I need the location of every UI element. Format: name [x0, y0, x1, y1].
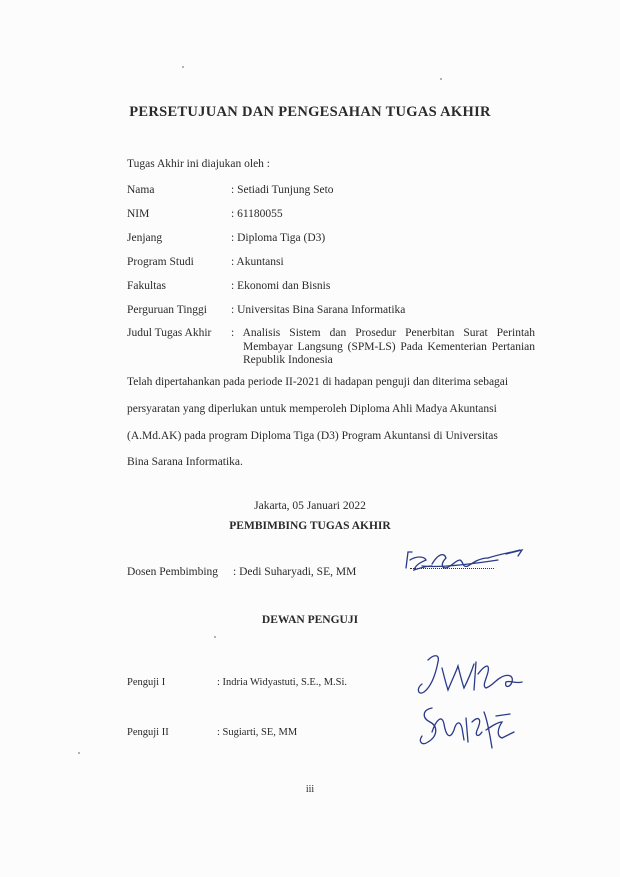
examiner-1-label: Penguji I [127, 677, 166, 688]
examiner-1-signature [416, 652, 526, 698]
field-value: : Analisis Sistem dan Prosedur Penerbitan Surat Perintah Membayar Langsung (SPM-LS) Pada Kementerian Pertanian Republik Indonesia [231, 327, 535, 366]
place-date: Jakarta, 05 Januari 2022 [254, 500, 366, 512]
intro-text: Tugas Akhir ini diajukan oleh : [127, 158, 271, 170]
examiner-1-name: : Indria Widyastuti, S.E., M.Si. [217, 677, 348, 688]
scan-speck [78, 752, 80, 754]
field-value: : Universitas Bina Sarana Informatika [231, 304, 406, 316]
examiners-heading: DEWAN PENGUJI [261, 614, 359, 626]
supervisor-name-cell [233, 566, 356, 578]
examiner-2-label: Penguji II [127, 727, 169, 738]
field-value: : 61180055 [231, 208, 283, 220]
scan-speck [182, 66, 184, 68]
supervisor-signature [402, 548, 532, 578]
field-value: : Diploma Tiga (D3) [231, 232, 326, 244]
supervisor-label: Dosen Pembimbing [127, 566, 219, 578]
supervisor-row [127, 566, 218, 578]
examiner-2-signature [418, 702, 518, 756]
paragraph-line: (A.Md.AK) pada program Diploma Tiga (D3) Program Akuntansi di Universitas [127, 430, 498, 442]
field-value: : Akuntansi [231, 256, 284, 268]
examiner-2-name: : Sugiarti, SE, MM [217, 727, 298, 738]
field-value: : Ekonomi dan Bisnis [231, 280, 331, 292]
page-title: PERSETUJUAN DAN PENGESAHAN TUGAS AKHIR [129, 104, 491, 120]
paragraph-line: persyaratan yang diperlukan untuk memperoleh Diploma Ahli Madya Akuntansi [127, 403, 497, 415]
field-label: Program Studi [127, 256, 194, 268]
scan-speck [214, 636, 216, 638]
scan-speck [440, 78, 442, 80]
paragraph-line: Bina Sarana Informatika. [127, 456, 243, 468]
supervisor-name: : Dedi Suharyadi, SE, MM [233, 566, 357, 578]
supervisor-heading: PEMBIMBING TUGAS AKHIR [229, 520, 391, 532]
paragraph-line: Telah dipertahankan pada periode II-2021 di hadapan penguji dan diterima sebagai [127, 376, 509, 388]
field-value: : Setiadi Tunjung Seto [231, 184, 334, 196]
field-label: NIM [127, 208, 150, 220]
field-label: Perguruan Tinggi [127, 304, 207, 316]
field-label: Fakultas [127, 280, 166, 292]
field-label: Judul Tugas Akhir [127, 327, 212, 339]
page-number: iii [305, 784, 315, 795]
field-label: Nama [127, 184, 155, 196]
field-label: Jenjang [127, 232, 163, 244]
